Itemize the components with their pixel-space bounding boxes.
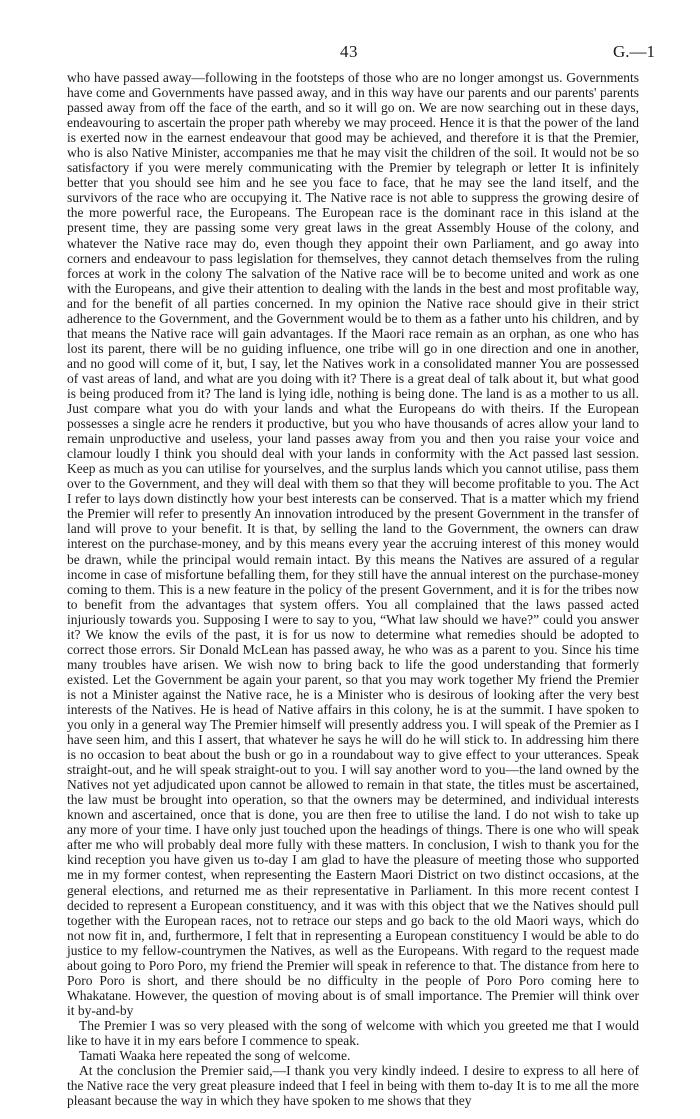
paragraph-speech-continued: who have passed away—following in the footsteps of those who are no longer amongst us. Governments have come and Governments have passed away, and in this way have our parents and our parents' parents passed away from off the face of the earth, and so it will go on. We are now searching out in these days, endeavouring to ascertain the proper path whereby we may proceed. Hence it is that the power of the land is exerted now in the earnest endeavour that good may be achieved, and therefore it is that the Premier, who is also Native Minister, accompanies me that he may visit the children of the soil. It would not be so satisfactory if you were merely communicating with the Premier by telegraph or letter It is infinitely better that you should see him and he see you face to face, that he may see the land itself, and the survivors of the race who are occupying it. The Native race is not able to suppress the growing desire of the more powerful race, the Europeans. The European race is the dominant race in this island at the present time, they are passing some very great laws in the great Assembly House of the colony, and whatever the Native race may do, even though they appoint their own Parliament, and go away into corners and endeavour to pass legislation for themselves, they cannot detach themselves from the ruling forces at work in the colony The salvation of the Native race will be to become united and work as one with the Europeans, and give their attention to dealing with the lands in the best and most profitable way, and for the benefit of all parties concerned. In my opinion the Native race should give in their strict adherence to the Government, and the Government would be to them as a father unto his children, and by that means the Native race will gain advantages. If the Maori race remain as an orphan, as one who has lost its parent, there will be no guiding influence, one tribe will go in one direction and one in another, and no good will come of it, but, I say, let the Natives work in a consolidated manner You are possessed of vast areas of land, and what are you doing with it? There is a great deal of talk about it, but what good is being produced from it? The land is lying idle, nothing is being done. The land is as a mother to us all. Just compare what you do with your lands and what the Europeans do with theirs. If the European possesses a single acre he renders it productive, but you who have thousands of acres allow your land to remain unproductive and useless, your land passes away from you and then you raise your voice and clamour loudly I think you should deal with your lands in conformity with the Act passed last session. Keep as much as you can utilise for yourselves, and the surplus lands which you cannot utilise, pass them over to the Government, and they will deal with them so that they will become profitable to you. The Act I refer to lays down distinctly how your best interests can be conserved. That is a matter which my friend the Premier will refer to presently An innovation introduced by the present Government in the transfer of land will prove to your benefit. It is that, by selling the land to the Government, the owners can draw interest on the purchase-money, and by this means every year the accruing interest of this money would be drawn, while the principal would remain intact. By this means the Natives are assured of a regular income in case of misfortune befalling them, for they still have the annual interest on the purchase-money coming to them. This is a new feature in the policy of the present Government, and it is for the tribes now to benefit from the advantages that system offers. You all complained that the laws passed acted injuriously towards you. Supposing I were to say to you, “What law should we have?” could you answer it? We know the evils of the past, it is for us now to determine what remedies should be adopted to correct those errors. Sir Donald McLean has passed away, he who was as a parent to you. Since his time many troubles have arisen. We wish now to bring back to life the good understanding that formerly existed. Let the Government be again your parent, so that you may work together My friend the Premier is not a Minister against the Native race, he is a Minister who is desirous of looking after the very best interests of the Natives. He is head of Native affairs in this colony, he is at the summit. I have spoken to you only in a general way The Premier himself will presently address you. I will speak of the Premier as I have seen him, and this I assert, that whatever he says he will do he will stick to. In addressing him there is no occasion to beat about the bush or go in a roundabout way to give effect to your utterances. Speak straight-out, and he will speak straight-out to you. I will say another word to you—the land owned by the Natives not yet adjudicated upon cannot be allowed to remain in that state, the titles must be ascertained, the law must be brought into operation, so that the owners may be determined, and individual interests known and ascertained, once that is done, you are then free to utilise the land. I do not wish to take up any more of your time. I have only just touched upon the headings of things. There is one who will speak after me who will probably deal more fully with these matters. In conclusion, I wish to thank you for the kind reception you have given us to-day I am glad to have the pleasure of meeting those who supported me in my former contest, when representing the Eastern Maori District on two distinct occasions, at the general elections, and returned me as their representative in Parliament. In this more recent contest I decided to represent a European constituency, and it was with this object that we the Natives should pull together with the European races, not to retrace our steps and go back to the old Maori ways, which do not now fit in, and, furthermore, I felt that in representing a European constituency I would be able to do justice to my fellow-countrymen the Natives, as well as the Europeans. With regard to the request made about going to Poro Poro, my friend the Premier will speak in reference to that. The distance from here to Poro Poro is short, and there should be no difficulty in the people of Poro Poro coming here to Whakatane. However, the question of moving about is of small importance. The Premier will think over it by-and-by bbox=[67, 70, 639, 1018]
paragraph-premier-remark: The Premier I was so very pleased with the song of welcome with which you greeted me that I would like to have it in my ears before I commence to speak. bbox=[67, 1017, 639, 1048]
page-header bbox=[0, 42, 700, 66]
paragraph-premier-reply: At the conclusion the Premier said,—I thank you very kindly indeed. I desire to express to all here of the Native race the very great pleasure indeed that I feel in being with them to-day It is to me all the more pleasant because the way in which they have spoken to me shows that they bbox=[67, 1063, 639, 1109]
document-reference: G.—1 bbox=[612, 42, 655, 61]
paragraph-song-repeated: Tamati Waaka here repeated the song of welcome. bbox=[79, 1048, 351, 1064]
body-text bbox=[67, 70, 639, 1108]
page-number: 43 bbox=[340, 42, 358, 61]
